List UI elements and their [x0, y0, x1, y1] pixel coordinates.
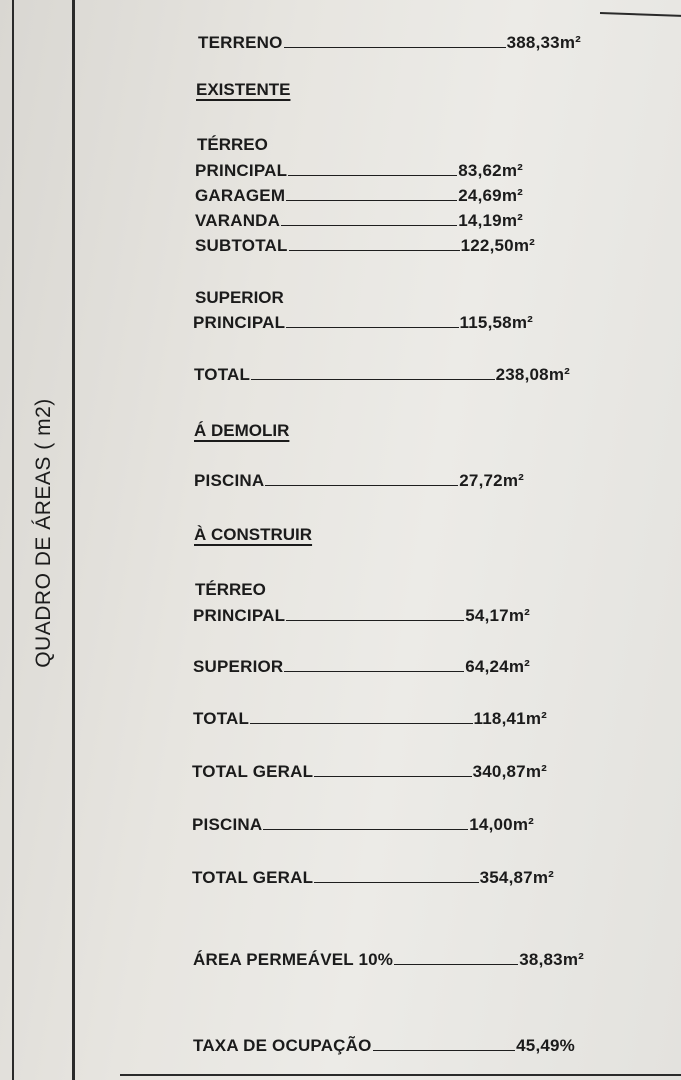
- row-label: GARAGEM: [195, 186, 286, 205]
- taxa-ocupacao-row: [193, 1036, 575, 1056]
- construir-piscina-row: [192, 815, 534, 835]
- row-value: 38,83: [519, 950, 563, 969]
- leader-line: [284, 47, 506, 48]
- row-label: SUPERIOR: [193, 657, 284, 676]
- heading-construir: À CONSTRUIR: [194, 525, 313, 544]
- row-label: PISCINA: [194, 471, 265, 490]
- demolir-piscina-row: [194, 471, 524, 491]
- construir-principal-row: [193, 606, 530, 626]
- existente-garagem-row: [195, 186, 523, 206]
- existente-superior-title: SUPERIOR: [195, 288, 284, 307]
- leader-line: [250, 723, 472, 724]
- existente-principal-row: [195, 161, 523, 181]
- existente-superior-principal-row: [193, 313, 533, 333]
- row-label: PRINCIPAL: [195, 161, 288, 180]
- leader-line: [289, 250, 460, 251]
- frame-border-top: [600, 12, 681, 17]
- leader-line: [394, 964, 518, 965]
- side-title: QUADRO DE ÁREAS ( m2): [32, 398, 55, 668]
- row-value: 54,17: [465, 606, 509, 625]
- leader-line: [314, 776, 471, 777]
- row-label: ÁREA PERMEÁVEL 10%: [193, 950, 394, 969]
- unit: m²: [525, 762, 547, 781]
- row-value: 238,08: [495, 365, 549, 384]
- leader-line: [286, 620, 464, 621]
- leader-line: [288, 175, 457, 176]
- frame-border-outer: [12, 0, 14, 1080]
- leader-line: [286, 200, 457, 201]
- row-value: 14,19: [458, 211, 502, 230]
- unit: m²: [511, 313, 533, 332]
- leader-line: [314, 882, 478, 883]
- unit: m²: [508, 657, 530, 676]
- area-permeavel-row: [193, 950, 584, 970]
- row-value: 122,50: [460, 236, 514, 255]
- terreno-value: 388,33: [506, 33, 560, 52]
- row-label: VARANDA: [195, 211, 281, 230]
- row-value: 64,24: [465, 657, 509, 676]
- row-value: 24,69: [458, 186, 502, 205]
- construir-total-row: [193, 709, 547, 729]
- terreno-row: [198, 33, 581, 53]
- leader-line: [263, 829, 468, 830]
- row-value: 83,62: [458, 161, 502, 180]
- row-value: 27,72: [459, 471, 503, 490]
- unit: m²: [513, 236, 535, 255]
- leader-line: [281, 225, 457, 226]
- construir-total-geral-row: [192, 762, 547, 782]
- row-value: 340,87: [472, 762, 526, 781]
- unit: m²: [548, 365, 570, 384]
- existente-terreo-title: TÉRREO: [197, 135, 268, 154]
- existente-total-row: [194, 365, 570, 385]
- leader-line: [265, 485, 458, 486]
- row-label: SUBTOTAL: [195, 236, 288, 255]
- row-label: TOTAL GERAL: [192, 868, 314, 887]
- row-label: TOTAL: [193, 709, 250, 728]
- heading-demolir: Á DEMOLIR: [194, 421, 290, 440]
- frame-border-bottom: [120, 1074, 681, 1076]
- leader-line: [373, 1050, 516, 1051]
- heading-existente: EXISTENTE: [196, 80, 291, 99]
- row-value: 45,49%: [516, 1036, 575, 1055]
- construir-terreo-title: TÉRREO: [195, 580, 266, 599]
- leader-line: [284, 671, 464, 672]
- row-value: 118,41: [473, 709, 526, 728]
- row-label: TOTAL GERAL: [192, 762, 314, 781]
- unit: m²: [532, 868, 554, 887]
- row-label: PRINCIPAL: [193, 313, 286, 332]
- construir-total-geral-final-row: [192, 868, 554, 888]
- construir-superior-row: [193, 657, 530, 677]
- row-label: TAXA DE OCUPAÇÃO: [193, 1036, 372, 1055]
- unit: m²: [559, 33, 581, 52]
- existente-varanda-row: [195, 211, 523, 231]
- frame-border-inner: [72, 0, 75, 1080]
- unit: m²: [508, 606, 530, 625]
- unit: m²: [512, 815, 534, 834]
- existente-subtotal-row: [195, 236, 535, 256]
- unit: m²: [502, 471, 524, 490]
- leader-line: [286, 327, 458, 328]
- unit: m²: [501, 211, 523, 230]
- row-value: 14,00: [469, 815, 513, 834]
- row-value: 354,87: [479, 868, 533, 887]
- unit: m²: [562, 950, 584, 969]
- terreno-label: TERRENO: [198, 33, 283, 52]
- row-value: 115,58: [459, 313, 512, 332]
- row-label: TOTAL: [194, 365, 251, 384]
- leader-line: [251, 379, 495, 380]
- unit: m²: [501, 186, 523, 205]
- unit: m²: [525, 709, 547, 728]
- unit: m²: [501, 161, 523, 180]
- row-label: PRINCIPAL: [193, 606, 286, 625]
- row-label: PISCINA: [192, 815, 263, 834]
